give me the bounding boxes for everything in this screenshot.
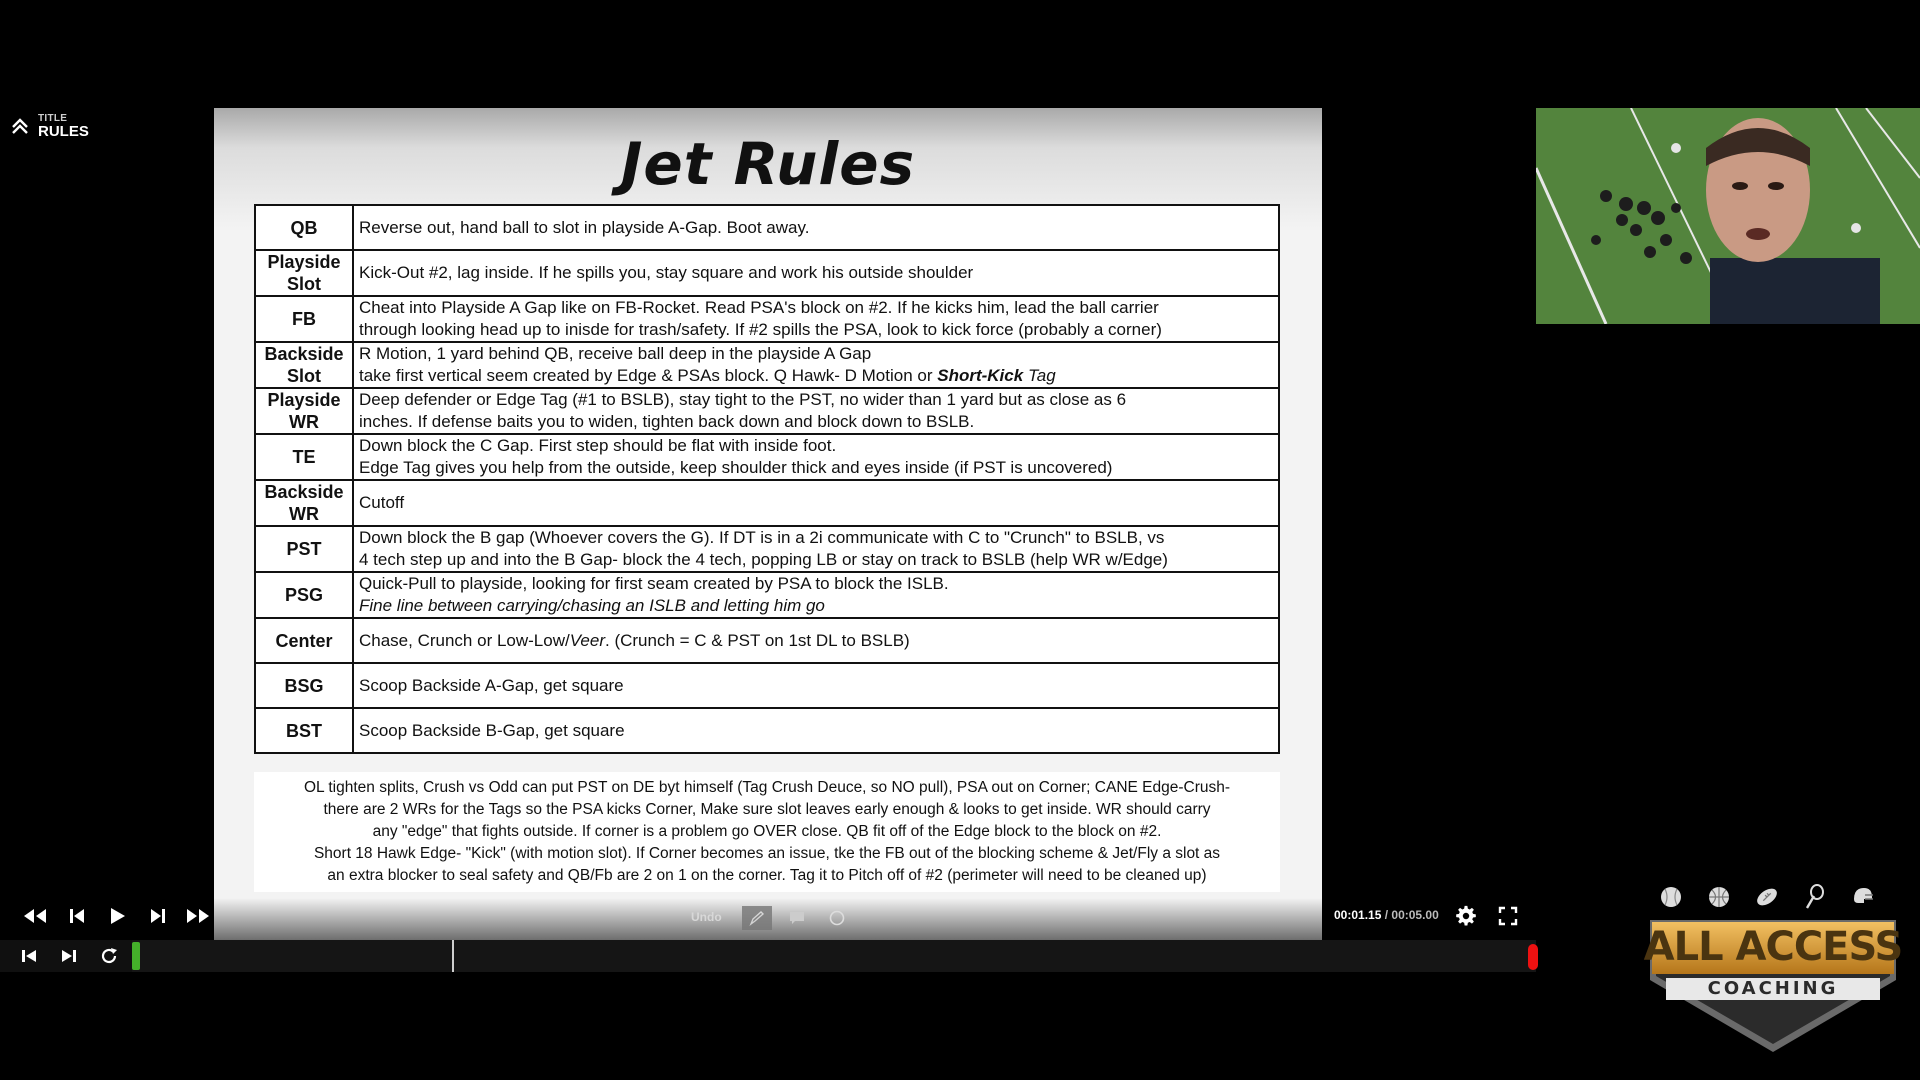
annotation-toolbar <box>214 898 1322 940</box>
time-display: 00:01.15 / 00:05.00 <box>1334 908 1439 922</box>
step-forward-button[interactable] <box>143 904 173 928</box>
slide-notes: OL tighten splits, Crush vs Odd can put PST on DE byt himself (Tag Crush Deuce, so NO pull), PSA out on Corner; CANE Edge-Crush- there are 2 WRs for the Tags so the PSA kicks Corner, Make sure slot leaves early enough & looks to get inside. WR should carry any "edge" that fights outside. If corner is a problem go OVER close. QB fit off of the Edge block to the block on #2. Short 18 Hawk Edge- "Kick" (with motion slot). If Corner becomes an issue, tke the FB out of the blocking scheme & Jet/Fly a slot as an extra blocker to seal safety and QB/Fb are 2 on 1 on the corner. Tag it to Pitch off of #2 (perimeter will need to be cleaned up) <box>254 772 1280 892</box>
fullscreen-icon <box>1498 906 1518 926</box>
section-title[interactable] <box>10 114 89 140</box>
rule-text: Chase, Crunch or Low-Low/Veer. (Crunch = C & PST on 1st DL to BSLB) <box>353 618 1279 663</box>
play-button[interactable] <box>102 904 132 928</box>
rules-table <box>254 204 1280 754</box>
rule-text: Cheat into Playside A Gap like on FB-Rocket. Read PSA's block on #2. If he kicks him, lead the ball carrier through looking head up to inisde for trash/safety. If #2 spills the PSA, look to kick force (probably a corner) <box>353 296 1279 342</box>
slide <box>214 108 1322 940</box>
rule-text: R Motion, 1 yard behind QB, receive ball deep in the playside A Gap take first vertical seem created by Edge & PSAs block. Q Hawk- D Motion or Short-Kick Tag <box>353 342 1279 388</box>
position-label: Backside Slot <box>255 342 353 388</box>
replay-button[interactable] <box>96 944 122 968</box>
rule-text: Reverse out, hand ball to slot in playside A-Gap. Boot away. <box>353 205 1279 250</box>
helmet-icon[interactable] <box>1850 884 1876 910</box>
rule-text: Cutoff <box>353 480 1279 526</box>
undo-button[interactable]: Undo <box>691 910 722 924</box>
end-marker <box>1528 944 1538 970</box>
circle-tool-button[interactable] <box>822 906 852 930</box>
table-row <box>255 480 1279 526</box>
replay-icon <box>99 946 119 966</box>
position-label: BSG <box>255 663 353 708</box>
position-label: PST <box>255 526 353 572</box>
rule-text: Kick-Out #2, lag inside. If he spills you, stay square and work his outside shoulder <box>353 250 1279 296</box>
rule-text: Down block the B gap (Whoever covers the G). If DT is in a 2i communicate with C to "Crunch" to BSLB, vs 4 tech step up and into the B Gap- block the 4 tech, popping LB or stay on track to BSLB (help WR w/Edge) <box>353 526 1279 572</box>
table-row <box>255 663 1279 708</box>
settings-button[interactable] <box>1452 902 1480 930</box>
fullscreen-button[interactable] <box>1494 902 1522 930</box>
football-icon[interactable] <box>1754 884 1780 910</box>
step-back-button[interactable] <box>62 904 92 928</box>
baseball-icon[interactable] <box>1658 884 1684 910</box>
circle-icon <box>828 909 846 927</box>
fast-forward-button[interactable] <box>183 904 213 928</box>
step-forward-icon <box>148 907 168 925</box>
table-row <box>255 296 1279 342</box>
position-label: Backside WR <box>255 480 353 526</box>
progress-track[interactable] <box>132 940 1536 972</box>
table-row <box>255 434 1279 480</box>
position-label: PSG <box>255 572 353 618</box>
comment-tool-button[interactable] <box>782 906 812 930</box>
table-row <box>255 572 1279 618</box>
gear-icon <box>1455 905 1477 927</box>
rule-text: Deep defender or Edge Tag (#1 to BSLB), stay tight to the PST, no wider than 1 yard but as close as 6 inches. If defense baits you to widen, tighten back down and block down to BSLB. <box>353 388 1279 434</box>
title-big-label: RULES <box>38 123 89 140</box>
table-row <box>255 526 1279 572</box>
logo-line2: COACHING <box>1707 978 1839 999</box>
sport-icons <box>1658 884 1876 910</box>
slide-title: Jet Rules <box>620 130 916 198</box>
rule-text: Scoop Backside B-Gap, get square <box>353 708 1279 753</box>
table-row <box>255 708 1279 753</box>
skip-end-icon <box>60 948 78 964</box>
progress-played <box>132 942 140 970</box>
pen-tool-button[interactable] <box>742 906 772 930</box>
position-label: Playside WR <box>255 388 353 434</box>
webcam-preview <box>1536 108 1920 324</box>
rule-text: Quick-Pull to playside, looking for first seam created by PSA to block the ISLB. Fine line between carrying/chasing an ISLB and letting him go <box>353 572 1279 618</box>
rule-text: Down block the C Gap. First step should be flat with inside foot. Edge Tag gives you help from the outside, keep shoulder thick and eyes inside (if PST is uncovered) <box>353 434 1279 480</box>
all-access-coaching-logo <box>1642 918 1904 1054</box>
pen-icon <box>748 909 766 927</box>
position-label: FB <box>255 296 353 342</box>
table-row <box>255 388 1279 434</box>
step-back-icon <box>67 907 87 925</box>
logo-line1: ALL ACCESS <box>1643 924 1903 970</box>
basketball-icon[interactable] <box>1706 884 1732 910</box>
position-label: Playside Slot <box>255 250 353 296</box>
rewind-icon <box>22 907 48 925</box>
rule-text: Scoop Backside A-Gap, get square <box>353 663 1279 708</box>
rewind-button[interactable] <box>20 904 50 928</box>
skip-end-button[interactable] <box>56 944 82 968</box>
table-row <box>255 618 1279 663</box>
lacrosse-icon[interactable] <box>1802 884 1828 910</box>
position-label: BST <box>255 708 353 753</box>
play-icon <box>107 906 127 926</box>
comment-icon <box>788 910 806 926</box>
fast-forward-icon <box>185 907 211 925</box>
position-label: Center <box>255 618 353 663</box>
table-row <box>255 342 1279 388</box>
chevron-up-icon[interactable] <box>10 117 30 137</box>
skip-start-button[interactable] <box>16 944 42 968</box>
presenter-video-image <box>1536 108 1920 324</box>
table-row <box>255 205 1279 250</box>
progress-row <box>0 940 1536 972</box>
position-label: QB <box>255 205 353 250</box>
table-row <box>255 250 1279 296</box>
skip-start-icon <box>20 948 38 964</box>
title-small-label: TITLE <box>38 113 68 124</box>
progress-marker <box>452 940 454 972</box>
position-label: TE <box>255 434 353 480</box>
